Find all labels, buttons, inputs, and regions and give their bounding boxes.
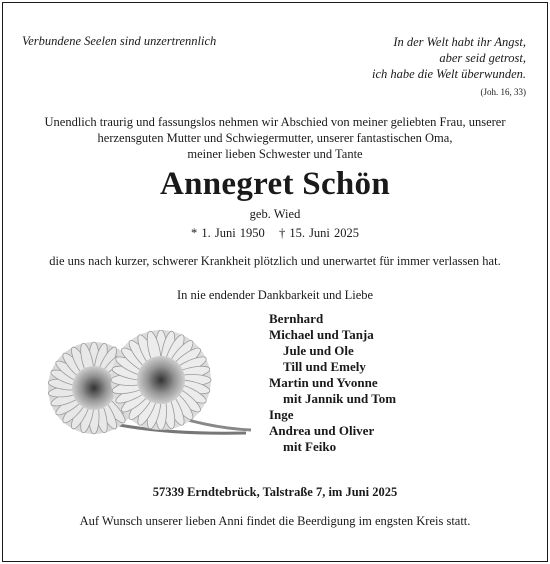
mourner-line: mit Feiko	[283, 439, 337, 454]
bible-reference: (Joh. 16, 33)	[480, 87, 526, 97]
intro-line: herzensguten Mutter und Schwiegermutter, unserer fantastischen Oma,	[97, 131, 453, 145]
mourner-line: mit Jannik und Tom	[283, 391, 397, 406]
funeral-note: Auf Wunsch unserer lieben Anni findet die Beerdigung im engsten Kreis statt.	[79, 514, 471, 528]
intro-text	[0, 114, 550, 162]
birth-name: geb. Wied	[249, 207, 301, 221]
bible-quote	[372, 34, 526, 100]
life-dates	[0, 226, 550, 241]
intro-line: Unendlich traurig und fassungslos nehmen wir Abschied von meiner geliebten Frau, unserer	[44, 115, 506, 129]
mourner-line: Michael und Tanja	[269, 327, 374, 342]
deceased-name: Annegret Schön	[159, 166, 391, 202]
birth-date: * 1. Juni 1950	[190, 226, 265, 240]
bible-quote-line: aber seid getrost,	[439, 51, 526, 65]
mourner-line: Till und Emely	[283, 359, 366, 374]
mourner-line: Jule und Ole	[283, 343, 354, 358]
mourner-line: Bernhard	[269, 311, 324, 326]
address-line: 57339 Erndtebrück, Talstraße 7, im Juni 2025	[152, 485, 398, 499]
intro-line: meiner lieben Schwester und Tante	[187, 147, 363, 161]
bible-quote-line: In der Welt habt ihr Angst,	[393, 35, 526, 49]
mourners-list	[269, 311, 396, 455]
mourner-line: Martin und Yvonne	[269, 375, 378, 390]
mourner-line: Andrea und Oliver	[269, 423, 375, 438]
bible-quote-line: ich habe die Welt überwunden.	[371, 67, 526, 81]
death-date: † 15. Juni 2025	[278, 226, 360, 240]
closing-text: die uns nach kurzer, schwerer Krankheit plötzlich und unerwartet für immer verlassen hat.	[49, 254, 501, 268]
quote-left: Verbundene Seelen sind unzertrennlich	[22, 34, 217, 48]
gerbera-flowers-image	[36, 330, 256, 460]
mourner-line: Inge	[269, 407, 294, 422]
flower-right	[111, 330, 211, 430]
gratitude-line: In nie endender Dankbarkeit und Liebe	[176, 288, 374, 302]
